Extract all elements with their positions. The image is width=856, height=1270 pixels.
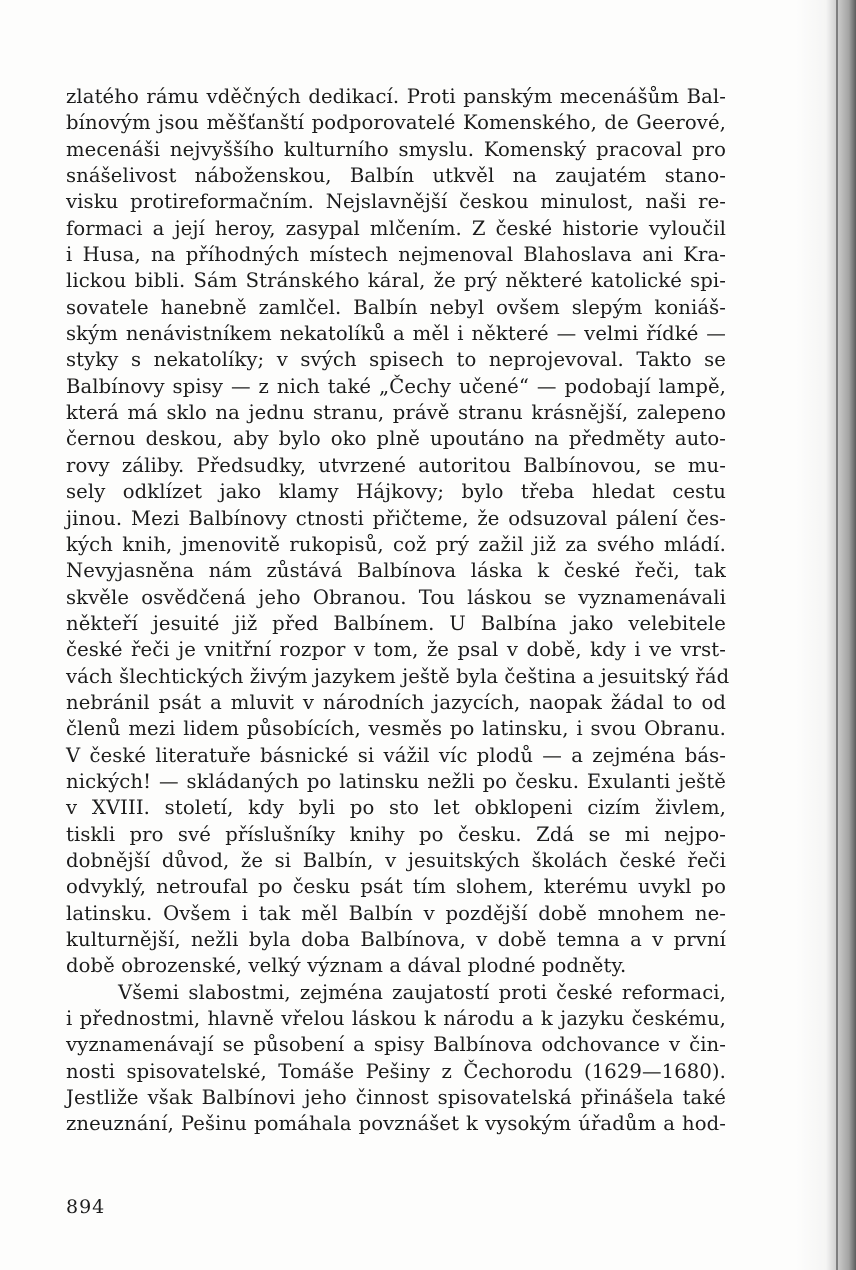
text-line: tiskli pro své příslušníky knihy po česku. Zdá se mi nejpo- (66, 822, 726, 846)
text-line: bínovým jsou měšťanští podporovatelé Komenského, de Geerové, (66, 111, 726, 135)
text-line: snášelivost náboženskou, Balbín utkvěl na zaujatém stano- (66, 164, 726, 188)
text-line: ským nenávistníkem nekatolíků a měl i některé — velmi řídké — (66, 322, 726, 346)
text-line: formaci a její heroy, zasypal mlčením. Z české historie vyloučil (66, 216, 726, 240)
text-line: visku protireformačním. Nejslavnější českou minulost, naši re- (66, 190, 726, 214)
text-line: mecenáši nejvyššího kulturního smyslu. Komenský pracoval pro (66, 137, 726, 161)
text-line: české řeči je vnitřní rozpor v tom, že psal v době, kdy i ve vrst- (66, 638, 726, 662)
text-line: styky s nekatolíky; v svých spisech to neprojevoval. Takto se (66, 348, 726, 372)
binding-edge-line (836, 0, 838, 1270)
text-line: černou deskou, aby bylo oko plně upoutáno na předměty auto- (66, 427, 726, 451)
text-line: kých knih, jmenovitě rukopisů, což prý zažil již za svého mládí. (66, 532, 726, 556)
text-line: která má sklo na jednu stranu, právě stranu krásnější, zalepeno (66, 401, 726, 425)
text-line: vách šlechtických živým jazykem ještě byla čeština a jesuitský řád (66, 664, 730, 688)
text-line: jinou. Mezi Balbínovy ctnosti přičteme, že odsuzoval pálení čes- (66, 506, 726, 530)
text-line: nosti spisovatelské, Tomáše Pešiny z Čechorodu (1629—1680). (66, 1059, 726, 1083)
body-text (66, 84, 730, 1138)
text-line: odvyklý, netroufal po česku psát tím slohem, kterému uvykl po (66, 875, 726, 899)
text-line: Balbínovy spisy — z nich také „Čechy učené“ — podobají lampě, (66, 374, 726, 398)
text-line: Jestliže však Balbínovi jeho činnost spisovatelská přinášela také (66, 1086, 726, 1110)
text-line: sovatele hanebně zamlčel. Balbín nebyl ovšem slepým koniáš- (66, 295, 726, 319)
text-line: členů mezi lidem působících, vesměs po latinsku, i svou Obranu. (66, 717, 726, 741)
paragraph-1 (66, 84, 730, 980)
text-line: i Husa, na příhodných místech nejmenoval Blahoslava ani Kra- (66, 243, 726, 267)
paragraph-2 (66, 980, 726, 1138)
text-line: někteří jesuité již před Balbínem. U Balbína jako velebitele (66, 611, 726, 635)
text-line: kulturnější, nežli byla doba Balbínova, v době temna a v první (66, 928, 726, 951)
text-line: nických! — skládaných po latinsku nežli po česku. Exulanti ještě (66, 769, 726, 793)
text-line: v XVIII. století, kdy byli po sto let obklopeni cizím živlem, (66, 796, 726, 820)
binding-shadow (796, 0, 856, 1270)
text-line: nebránil psát a mluvit v národních jazycích, naopak žádal to od (66, 690, 726, 714)
text-line: skvěle osvědčená jeho Obranou. Tou láskou se vyznamenávali (66, 585, 726, 609)
text-line: Všemi slabostmi, zejména zaujatostí proti české reformaci, (118, 980, 726, 1004)
text-line: vyznamenávají se působení a spisy Balbínova odchovance v čin- (66, 1033, 726, 1057)
text-line: lickou bibli. Sám Stránského káral, že prý některé katolické spi- (66, 269, 726, 293)
text-line: sely odklízet jako klamy Hájkovy; bylo třeba hledat cestu (66, 480, 726, 504)
text-line: latinsku. Ovšem i tak měl Balbín v pozdější době mnohem ne- (66, 901, 726, 925)
text-line: dobnější důvod, že si Balbín, v jesuitských školách české řeči (66, 848, 726, 872)
text-line: rovy záliby. Předsudky, utvrzené autoritou Balbínovou, se mu- (66, 453, 726, 477)
text-line: V české literatuře básnické si vážil víc plodů — a zejména bás- (66, 743, 726, 767)
text-line: i přednostmi, hlavně vřelou láskou k národu a k jazyku českému, (66, 1007, 726, 1031)
text-line: době obrozenské, velký význam a dával plodné podněty. (66, 954, 627, 978)
text-line: zlatého rámu vděčných dedikací. Proti panským mecenášům Bal- (66, 85, 726, 108)
text-line: Nevyjasněna nám zůstává Balbínova láska k české řeči, tak (66, 559, 726, 583)
page-number: 894 (66, 1196, 106, 1218)
text-line: zneuznání, Pešinu pomáhala povznášet k vysokým úřadům a hod- (66, 1112, 726, 1136)
